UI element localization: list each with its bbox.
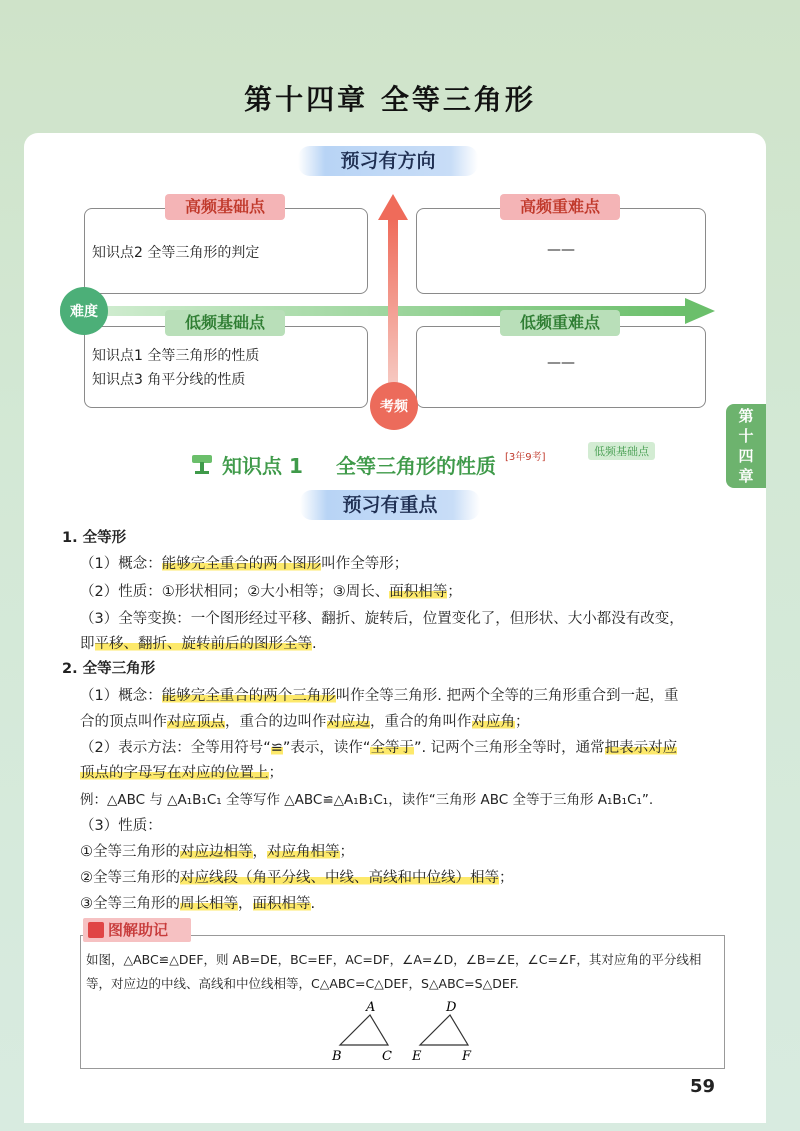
frequency-axis <box>388 218 398 408</box>
exam-frequency-note: [3年9考] <box>505 452 546 463</box>
diagram-note-line: 等，对应边的中线、高线和中位线相等，C△ABC=C△DEF，S△ABC=S△DEF. <box>86 976 519 991</box>
knowledge-point-heading <box>190 445 660 480</box>
vertex-label: F <box>462 1049 472 1064</box>
vertex-label: C <box>382 1049 392 1064</box>
diagram-note-line: 如图，△ABC≌△DEF，则 AB=DE，BC=EF，AC=DF，∠A=∠D，∠B=∠E，∠C=∠F，其对应角的平分线相 <box>86 952 702 967</box>
knowledge-point-label: 知识点 1 <box>222 454 303 478</box>
content-line: ①全等三角形的对应边相等，对应角相等； <box>80 844 354 860</box>
preview-direction-title: 预习有方向 <box>298 146 478 176</box>
quadrant-bottom-left-line: 知识点3 角平分线的性质 <box>92 372 246 388</box>
quadrant-bottom-right <box>416 326 706 408</box>
content-line: （1）概念：能够完全重合的两个图形叫作全等形； <box>80 556 409 572</box>
content-line: （3）全等变换：一个图形经过平移、翻折、旋转后，位置变化了，但形状、大小都没有改变， <box>80 611 684 627</box>
quadrant-top-right-text: —— <box>547 242 575 258</box>
side-tab-char: 第 <box>738 407 754 425</box>
frequency-circle: 考频 <box>370 382 418 430</box>
congruent-triangles-figure <box>320 995 490 1065</box>
page-number: 59 <box>690 1076 716 1097</box>
content-line: ②全等三角形的对应线段（角平分线、中线、高线和中位线）相等； <box>80 870 514 886</box>
vertex-label: B <box>332 1049 342 1064</box>
section-heading: 2. 全等三角形 <box>62 661 156 677</box>
section-heading: 1. 全等形 <box>62 530 127 546</box>
quadrant-top-left-text: 知识点2 全等三角形的判定 <box>92 245 260 261</box>
side-tab-char: 四 <box>738 447 754 465</box>
note-pencil-icon <box>88 922 104 938</box>
difficulty-arrowhead <box>685 298 715 324</box>
quadrant-top-right <box>416 208 706 294</box>
quadrant-bottom-right-text: —— <box>547 355 575 371</box>
triangle-abc <box>340 1015 388 1045</box>
content-line: （3）性质： <box>80 818 162 834</box>
vertex-label: E <box>412 1049 422 1064</box>
preview-focus-title: 预习有重点 <box>300 490 480 520</box>
diagram-note-tag: 图解助记 <box>83 918 191 942</box>
tag-low-freq-basic: 低频基础点 <box>165 310 285 336</box>
triangle-def <box>420 1015 468 1045</box>
vertex-label: D <box>446 1000 457 1015</box>
frequency-arrowhead <box>378 194 408 220</box>
chapter-side-tab[interactable] <box>726 404 766 488</box>
content-line: （2）性质：①形状相同；②大小相等；③周长、面积相等； <box>80 584 462 600</box>
content-line: 顶点的字母写在对应的位置上； <box>80 765 283 781</box>
content-line: 合的顶点叫作对应顶点，重合的边叫作对应边，重合的角叫作对应角； <box>80 714 530 730</box>
signpost-icon <box>190 452 214 474</box>
content-line: （2）表示方法：全等用符号“≌”表示，读作“全等于”. 记两个三角形全等时，通常把表示对应 <box>80 740 678 756</box>
difficulty-circle: 难度 <box>60 287 108 335</box>
side-tab-char: 十 <box>738 427 754 445</box>
content-line: ③全等三角形的周长相等，面积相等. <box>80 896 316 912</box>
tag-low-freq-difficult: 低频重难点 <box>500 310 620 336</box>
side-tab-char: 章 <box>738 467 754 485</box>
low-freq-basic-badge: 低频基础点 <box>588 442 655 460</box>
quadrant-bottom-left <box>84 326 368 408</box>
tag-high-freq-basic: 高频基础点 <box>165 194 285 220</box>
quadrant-bottom-left-line: 知识点1 全等三角形的性质 <box>92 348 260 364</box>
content-line: （1）概念：能够完全重合的两个三角形叫作全等三角形. 把两个全等的三角形重合到一起，重 <box>80 688 679 704</box>
tag-high-freq-difficult: 高频重难点 <box>500 194 620 220</box>
vertex-label: A <box>366 1000 376 1015</box>
quadrant-top-left <box>84 208 368 294</box>
knowledge-point-title: 全等三角形的性质 <box>336 454 496 478</box>
example-line: 例：△ABC 与 △A₁B₁C₁ 全等写作 △ABC≌△A₁B₁C₁，读作“三角形 ABC 全等于三角形 A₁B₁C₁”. <box>80 792 654 808</box>
chapter-title: 第十四章 全等三角形 <box>244 83 536 116</box>
content-line: 即平移、翻折、旋转前后的图形全等. <box>80 636 317 652</box>
